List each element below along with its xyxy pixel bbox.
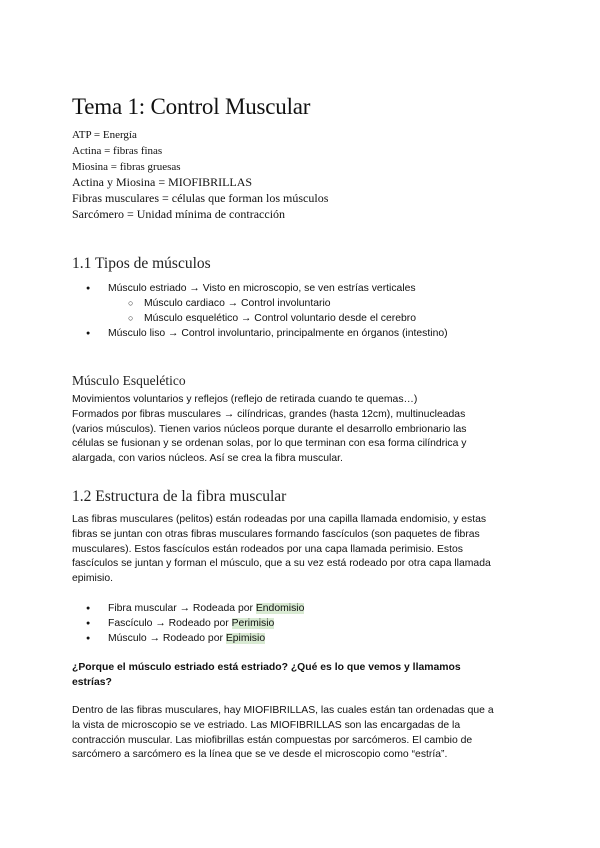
subheading-esqueletico: Músculo Esquelético xyxy=(72,373,186,388)
question-line: estrías? xyxy=(72,676,112,688)
list-item: ○ Músculo esquelético → Control voluntario desde el cerebro xyxy=(72,311,448,326)
highlighted-term: Epimisio xyxy=(225,633,266,644)
paragraph-line: fibras se juntan con otras fibras musculares formando fascículos (son paquetes de fibras xyxy=(72,528,480,540)
highlighted-term: Perimisio xyxy=(231,618,275,629)
paragraph-line: Movimientos voluntarios y reflejos (reflejo de retirada cuando te quemas…) xyxy=(72,394,418,405)
paragraph-line: Dentro de las fibras musculares, hay MIOFIBRILLAS, las cuales están tan ordenadas que a xyxy=(72,705,494,716)
structure-list xyxy=(72,601,304,646)
question-heading xyxy=(72,661,532,691)
paragraph-line: epimisio. xyxy=(72,573,113,585)
list-item: ● Músculo liso → Control involuntario, principalmente en órganos (intestino) xyxy=(72,326,448,341)
paragraph-line: sarcómero a sarcómero es la línea que se ve desde el microscopio como “estría”. xyxy=(72,749,448,761)
list-item: ● Músculo estriado → Visto en microscopio, se ven estrías verticales xyxy=(72,281,448,296)
list-item: ○ Músculo cardiaco → Control involuntario xyxy=(72,296,448,311)
paragraph-line: Las fibras musculares (pelitos) están rodeadas por una capilla llamada endomisio, y estas xyxy=(72,514,487,525)
paragraph-line: alargada, con varios núcleos. Así se crea la fibra muscular. xyxy=(72,453,343,465)
section-heading-tipos: 1.1 Tipos de músculos xyxy=(72,255,211,272)
paragraph-line: musculares). Estos fascículos están rodeados por una capa llamada perimisio. Estos xyxy=(72,543,463,555)
answer-paragraph xyxy=(72,704,532,763)
paragraph-line: Formados por fibras musculares → cilíndricas, grandes (hasta 12cm), multinucleadas xyxy=(72,408,466,420)
paragraph-line: la vista de microscopio se ve estriado. Las MIOFIBRILLAS son las encargadas de la xyxy=(72,719,461,731)
definition-line: ATP = Energía xyxy=(72,129,137,141)
paragraph-line: (varios músculos). Tienen varios núcleos porque durante el desarrollo embrionario las xyxy=(72,423,467,435)
paragraph-line: contracción muscular. Las miofibrillas están compuestas por sarcómeros. El cambio de xyxy=(72,734,473,746)
item-text: Músculo → Rodeado por xyxy=(108,633,226,644)
list-item xyxy=(72,601,304,616)
list-item xyxy=(72,631,304,646)
item-text: Fibra muscular → Rodeada por xyxy=(108,603,256,614)
definition-line: Actina y Miosina = MIOFIBRILLAS xyxy=(72,175,253,190)
paragraph-line: células se fusionan y se ordenan solas, por lo que terminan con esa forma cilíndrica y xyxy=(72,438,467,450)
definition-line: Fibras musculares = células que forman los músculos xyxy=(72,191,329,206)
highlighted-term: Endomisio xyxy=(255,603,305,614)
estructura-paragraph xyxy=(72,513,532,587)
muscle-types-list xyxy=(72,281,448,341)
esqueletico-paragraph xyxy=(72,393,532,467)
definitions-block xyxy=(72,128,328,223)
question-line: ¿Porque el músculo estriado está estriado? ¿Qué es lo que vemos y llamamos xyxy=(72,662,461,673)
definition-line: Actina = fibras finas xyxy=(72,144,163,157)
paragraph-line: fascículos se juntan y forman el músculo, que a su vez está rodeado por otra capa llamada xyxy=(72,558,491,570)
list-item xyxy=(72,616,304,631)
item-text: Fascículo → Rodeado por xyxy=(108,618,232,629)
definition-line: Miosina = fibras gruesas xyxy=(72,160,181,173)
page-title: Tema 1: Control Muscular xyxy=(72,94,311,119)
definition-line: Sarcómero = Unidad mínima de contracción xyxy=(72,206,286,221)
section-heading-estructura: 1.2 Estructura de la fibra muscular xyxy=(72,488,287,505)
